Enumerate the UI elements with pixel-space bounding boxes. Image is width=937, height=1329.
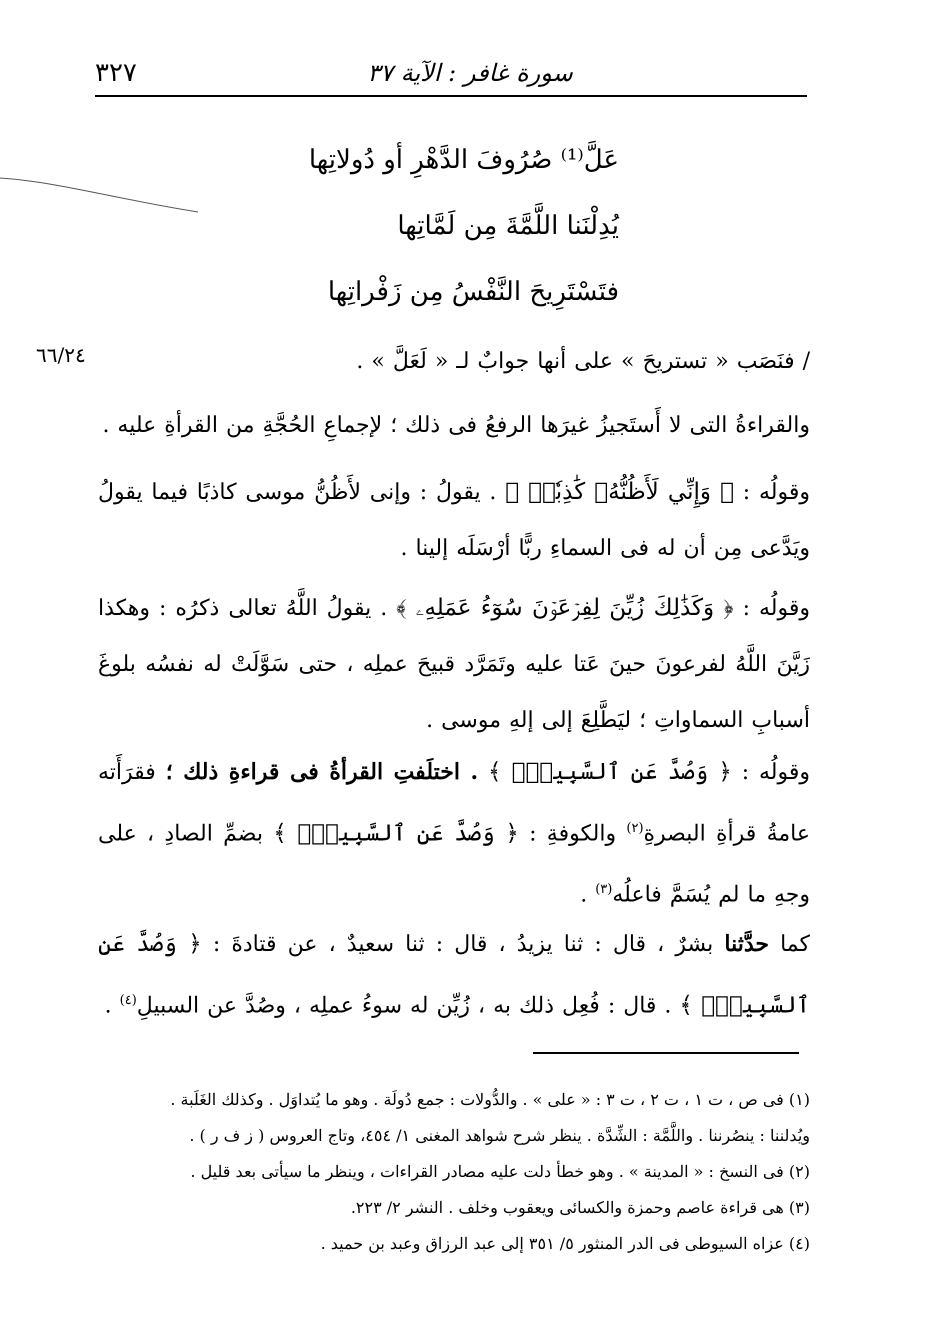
paragraph-3-text: . يقولُ : وإنى لأَظُنُّ موسى كاذبًا فيما يقولُ ويَدَّعى مِن أن له فى السماءِ ربًّا أرْسَلَه إلينا . [98,480,810,561]
running-head: سورة غافر : الآية ٣٧ [367,59,573,87]
footnote-3: (٣) هى قراءة عاصم وحمزة والكسائى ويعقوب وخلف . النشر ٢/ ٢٢٣. [350,1198,810,1217]
paragraph-6-end: . [104,993,112,1019]
quran-quote: ﴿ وَصُدَّ عَنِ ٱلسَّبِيلِۚ ﴾ [98,931,810,1019]
footnote-1-continued: ويُدلننا : ينصُرننا . واللَّمَّة : الشِّدَّة . ينظر شرح شواهد المغنى ١/ ٤٥٤، وتاج العروس ( ز ف ر ) . [189,1126,810,1145]
paragraph-2: والقراءةُ التى لا أَستَجيزُ غيرَها الرفعُ فى ذلك ؛ لإجماعِ الحُجَّةِ من القرأةِ عليه . [102,413,810,438]
margin-reference: ٦٦/٢٤ [36,343,86,367]
page-number: ٣٢٧ [95,58,137,88]
poem-verse-1: عَلَّ⁽¹⁾ صُرُوفَ الدَّهْرِ أو دُولاتِها [308,145,619,175]
paragraph-6 [98,916,810,1034]
poem-verse-2: يُدِلْنَنا اللَّمَّةَ مِن لَمَّاتِها [397,211,619,241]
scan-stray-line [0,176,200,216]
poem-verse-3: فتَسْتَرِيحَ النَّفْسُ مِن زَفْراتِها [327,277,619,307]
paragraph-1: / فنَصَب « تستريحَ » على أنها جوابٌ لـ « لَعَلَّ » . [356,349,810,374]
paragraph-5-text-c: بضمِّ الصادِ ، على وجهِ ما لم يُسَمَّ فاعلُه [98,821,810,908]
footnote-rule [533,1052,799,1054]
paragraph-5 [98,744,810,924]
quran-quote: ﴿ وَصُدَّ عَنِ ٱلسَّبِيلِۚ ﴾ [488,759,732,785]
footnote-2: (٢) فى النسخ : « المدينة » . وهو خطأ دلت عليه مصادر القراءات ، وينظر ما سيأتى بعد قليل . [190,1162,810,1181]
paragraph-3 [98,464,810,577]
footnote-4: (٤) عزاه السيوطى فى الدر المنثور ٥/ ٣٥١ إلى عبد الرزاق وعبد بن حميد . [320,1234,810,1253]
paragraph-5-end: . [580,882,588,908]
quran-quote: ﴿ وَكَذَٰلِكَ زُيِّنَ لِفِرۡعَوۡنَ سُوٓءُ عَمَلِهِۦ ﴾ [396,595,734,621]
paragraph-4-text: . يقولُ اللَّهُ تعالى ذكرُه : وهكذا زَيَّنَ اللَّهُ لفرعونَ حينَ عَتا عليه وتَمَرَّد قبيحَ عملِه ، حتى سَوَّلَتْ له نفسُه بلوغَ أسبابِ السماواتِ ؛ ليَطَّلِعَ إلى إلهِ موسى . [98,596,810,733]
paragraph-5-text-a: فقرَأَته عامةُ قرأةِ البصرةِ [98,760,810,847]
footnote-1: (١) فى ص ، ت ١ ، ت ٢ ، ت ٣ : « على » . والدُّولات : جمع دُولَة . وهو ما يُتداوَل . وكذلك الغَلَبة . [170,1090,810,1109]
quran-quote: ﴿ وَصُدَّ عَنِ ٱلسَّبِيلِۚ ﴾ [273,820,519,847]
paragraph-6-text-c: . قال : فُعِل ذلك به ، زُيِّن له سوءُ عملِه ، وصُدَّ عن السبيلِ [136,993,672,1019]
paragraph-4-intro: وقولُه : [742,596,810,621]
paragraph-6-bold: حدَّثنا [724,931,769,957]
paragraph-4 [98,580,810,749]
paragraph-3-intro: وقولُه : [742,480,810,505]
header-rule [95,95,807,97]
footnote-ref-2: (٢) [626,821,644,836]
footnote-ref-4: (٤) [119,993,137,1008]
paragraph-5-text-b: والكوفةِ : [529,821,617,847]
paragraph-5-intro: وقولُه : [741,760,811,785]
paragraph-6-text-b: بشرٌ ، قال : ثنا يزيدُ ، قال : ثنا سعيدٌ ، عن قتادةَ : [212,932,714,957]
quran-quote: ﴿ وَإِنِّي لَأَظُنُّهُۥ كَٰذِبٗاۚ ﴾ [505,479,734,505]
paragraph-6-text-a: كما [780,932,810,957]
footnote-ref-3: (٣) [595,882,613,898]
paragraph-5-bold: . اختلَفتِ القرأةُ فى قراءةِ ذلك ؛ [165,759,479,785]
